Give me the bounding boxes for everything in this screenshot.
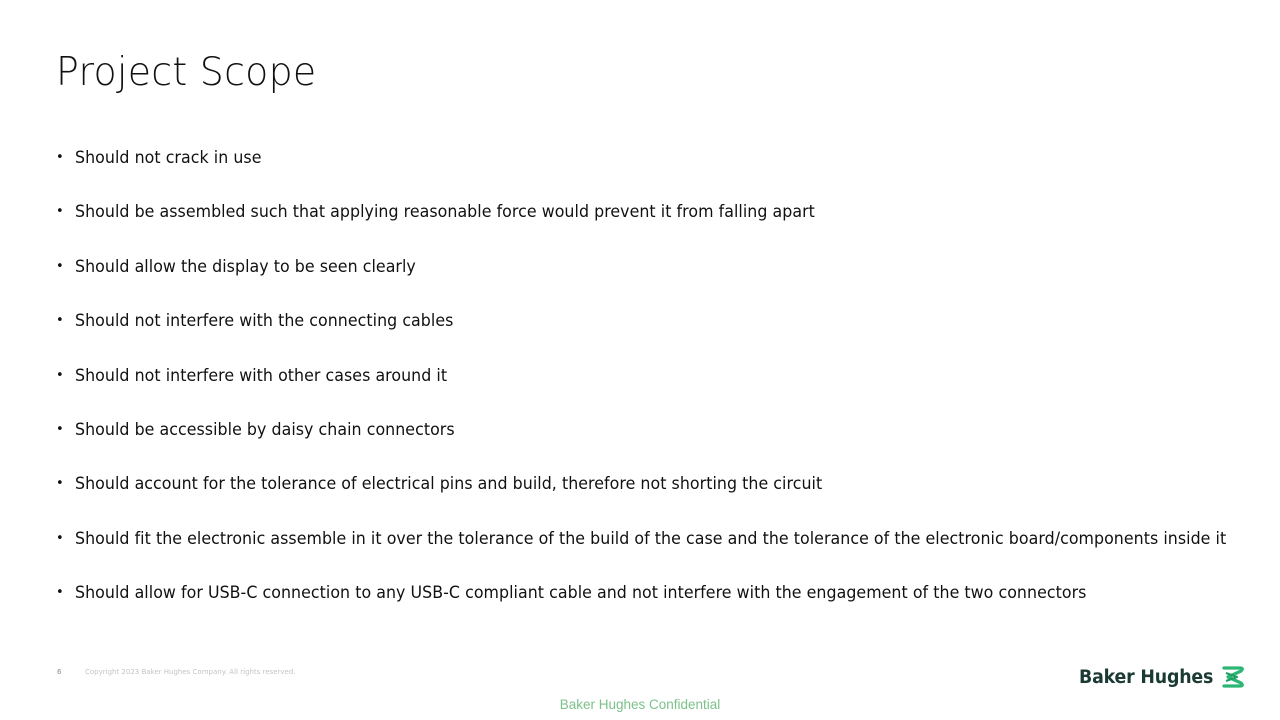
bullet-text: Should not interfere with the connecting cables: [75, 311, 454, 331]
bullet-item: [56, 146, 1268, 200]
bullet-text: Should account for the tolerance of electrical pins and build, therefore not shorting the circuit: [75, 474, 823, 494]
bullet-item: [56, 527, 1268, 581]
bullet-text: Should fit the electronic assemble in it over the tolerance of the build of the case and the tolerance of the electronic board/components inside it: [75, 528, 1227, 548]
scope-bullet-list: [56, 146, 1268, 636]
bullet-dot-icon: •: [56, 530, 64, 546]
bullet-text: Should not interfere with other cases around it: [75, 365, 448, 385]
copyright-notice: Copyright 2023 Baker Hughes Company. All rights reserved.: [85, 668, 296, 676]
page-number: 6: [57, 668, 62, 676]
slide-title: Project Scope: [56, 50, 317, 95]
bullet-dot-icon: •: [56, 367, 64, 383]
bullet-text: Should allow for USB-C connection to any USB-C compliant cable and not interfere with the engagement of the two connectors: [75, 583, 1087, 603]
bullet-dot-icon: •: [56, 150, 64, 165]
bullet-text: Should be assembled such that applying reasonable force would prevent it from falling apart: [75, 202, 815, 222]
bullet-text: Should allow the display to be seen clearly: [75, 256, 416, 276]
baker-hughes-logo: [1079, 664, 1246, 690]
confidentiality-label: Baker Hughes Confidential: [559, 697, 721, 712]
baker-hughes-chevron-icon: [1220, 664, 1246, 690]
bullet-item: [56, 472, 1268, 526]
bullet-dot-icon: •: [56, 421, 64, 437]
bullet-item: [56, 581, 1268, 635]
bullet-dot-icon: •: [56, 313, 64, 329]
bullet-item: [56, 309, 1268, 363]
bullet-dot-icon: •: [56, 476, 64, 492]
bullet-dot-icon: •: [56, 585, 64, 601]
bullet-text: Should be accessible by daisy chain connectors: [75, 419, 455, 439]
logo-wordmark: Baker Hughes: [1079, 666, 1214, 688]
bullet-item: [56, 364, 1268, 418]
bullet-item: [56, 418, 1268, 472]
bullet-text: Should not crack in use: [75, 148, 262, 167]
bullet-item: [56, 200, 1268, 254]
bullet-dot-icon: •: [56, 258, 64, 274]
bullet-dot-icon: •: [56, 204, 64, 220]
bullet-item: [56, 255, 1268, 309]
